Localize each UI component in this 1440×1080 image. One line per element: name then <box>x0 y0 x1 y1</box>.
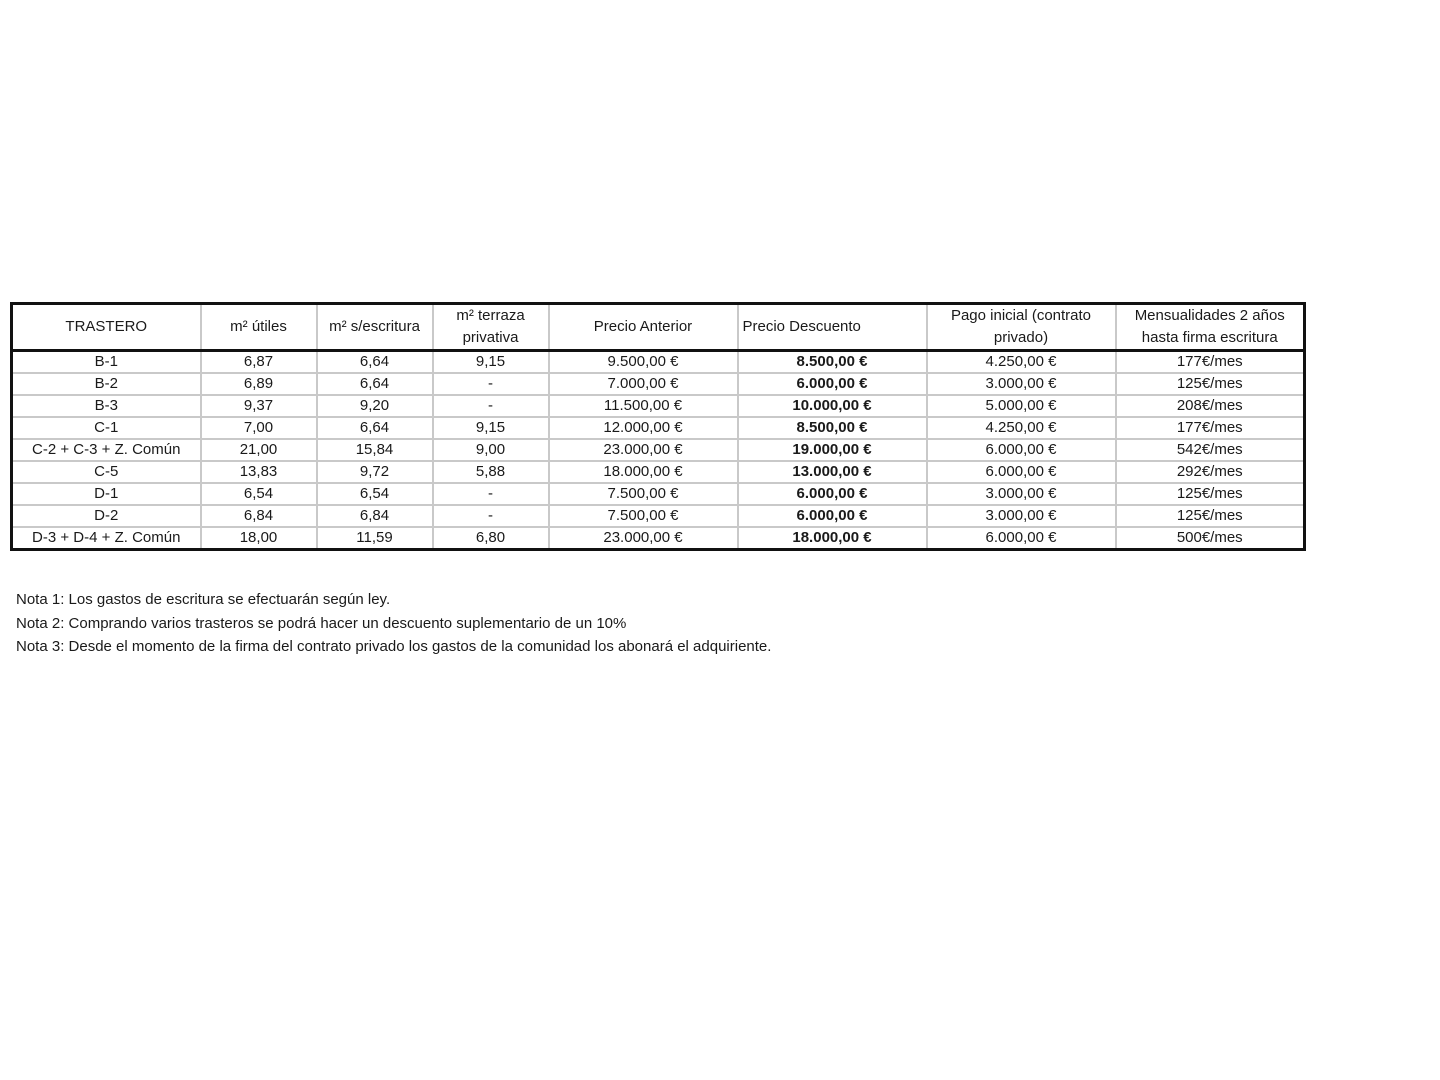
cell-pago-inicial: 6.000,00 € <box>927 461 1116 483</box>
cell-m2-terraza: - <box>433 505 549 527</box>
header-trastero: TRASTERO <box>12 304 201 351</box>
cell-mensualidades: 292€/mes <box>1116 461 1305 483</box>
cell-m2-escritura: 6,84 <box>317 505 433 527</box>
table-row <box>12 351 1305 374</box>
cell-precio-descuento: 8.500,00 € <box>738 351 927 374</box>
cell-trastero: D-2 <box>12 505 201 527</box>
header-precio-descuento: Precio Descuento <box>738 304 927 351</box>
cell-precio-descuento: 8.500,00 € <box>738 417 927 439</box>
table-body <box>12 351 1305 550</box>
cell-m2-terraza: 5,88 <box>433 461 549 483</box>
cell-precio-descuento: 10.000,00 € <box>738 395 927 417</box>
cell-m2-utiles: 6,87 <box>201 351 317 374</box>
cell-m2-utiles: 6,89 <box>201 373 317 395</box>
header-precio-anterior: Precio Anterior <box>549 304 738 351</box>
table-row <box>12 417 1305 439</box>
cell-precio-anterior: 7.500,00 € <box>549 505 738 527</box>
cell-precio-anterior: 7.500,00 € <box>549 483 738 505</box>
cell-trastero: C-1 <box>12 417 201 439</box>
cell-m2-terraza: 6,80 <box>433 527 549 550</box>
pricing-table-container <box>10 302 1306 551</box>
cell-mensualidades: 125€/mes <box>1116 483 1305 505</box>
cell-m2-escritura: 9,20 <box>317 395 433 417</box>
note-2: Nota 2: Comprando varios trasteros se podrá hacer un descuento suplementario de un 10% <box>16 614 627 632</box>
pricing-table <box>10 302 1306 551</box>
cell-m2-escritura: 6,64 <box>317 351 433 374</box>
cell-mensualidades: 125€/mes <box>1116 373 1305 395</box>
table-header <box>12 304 1305 351</box>
cell-pago-inicial: 5.000,00 € <box>927 395 1116 417</box>
cell-mensualidades: 177€/mes <box>1116 351 1305 374</box>
cell-trastero: C-2 + C-3 + Z. Común <box>12 439 201 461</box>
cell-trastero: D-1 <box>12 483 201 505</box>
cell-pago-inicial: 6.000,00 € <box>927 527 1116 550</box>
cell-m2-utiles: 6,84 <box>201 505 317 527</box>
table-row <box>12 395 1305 417</box>
cell-precio-anterior: 7.000,00 € <box>549 373 738 395</box>
cell-pago-inicial: 3.000,00 € <box>927 505 1116 527</box>
cell-precio-descuento: 19.000,00 € <box>738 439 927 461</box>
cell-precio-descuento: 6.000,00 € <box>738 505 927 527</box>
cell-m2-utiles: 7,00 <box>201 417 317 439</box>
cell-mensualidades: 500€/mes <box>1116 527 1305 550</box>
cell-m2-terraza: - <box>433 373 549 395</box>
cell-precio-descuento: 13.000,00 € <box>738 461 927 483</box>
header-pago-inicial: Pago inicial (contrato privado) <box>927 304 1116 351</box>
cell-pago-inicial: 6.000,00 € <box>927 439 1116 461</box>
cell-trastero: B-2 <box>12 373 201 395</box>
header-mensualidades: Mensualidades 2 años hasta firma escritura <box>1116 304 1305 351</box>
cell-m2-utiles: 6,54 <box>201 483 317 505</box>
cell-precio-anterior: 18.000,00 € <box>549 461 738 483</box>
cell-m2-escritura: 6,54 <box>317 483 433 505</box>
cell-m2-utiles: 13,83 <box>201 461 317 483</box>
cell-trastero: D-3 + D-4 + Z. Común <box>12 527 201 550</box>
table-row <box>12 373 1305 395</box>
cell-m2-escritura: 9,72 <box>317 461 433 483</box>
table-row <box>12 483 1305 505</box>
cell-trastero: B-1 <box>12 351 201 374</box>
cell-m2-terraza: 9,15 <box>433 417 549 439</box>
cell-precio-anterior: 23.000,00 € <box>549 527 738 550</box>
note-1: Nota 1: Los gastos de escritura se efectuarán según ley. <box>16 591 391 608</box>
cell-m2-utiles: 9,37 <box>201 395 317 417</box>
cell-pago-inicial: 3.000,00 € <box>927 483 1116 505</box>
header-m2-utiles: m² útiles <box>201 304 317 351</box>
cell-trastero: C-5 <box>12 461 201 483</box>
header-row <box>12 304 1305 351</box>
cell-m2-terraza: 9,00 <box>433 439 549 461</box>
cell-precio-descuento: 6.000,00 € <box>738 373 927 395</box>
table-row <box>12 505 1305 527</box>
cell-m2-escritura: 6,64 <box>317 373 433 395</box>
cell-pago-inicial: 4.250,00 € <box>927 417 1116 439</box>
cell-pago-inicial: 4.250,00 € <box>927 351 1116 374</box>
cell-m2-utiles: 18,00 <box>201 527 317 550</box>
cell-precio-descuento: 6.000,00 € <box>738 483 927 505</box>
cell-mensualidades: 125€/mes <box>1116 505 1305 527</box>
table-row <box>12 439 1305 461</box>
cell-precio-anterior: 11.500,00 € <box>549 395 738 417</box>
table-row <box>12 527 1305 550</box>
header-m2-terraza: m² terraza privativa <box>433 304 549 351</box>
cell-pago-inicial: 3.000,00 € <box>927 373 1116 395</box>
cell-m2-terraza: - <box>433 483 549 505</box>
cell-m2-escritura: 11,59 <box>317 527 433 550</box>
header-m2-escritura: m² s/escritura <box>317 304 433 351</box>
cell-m2-utiles: 21,00 <box>201 439 317 461</box>
cell-trastero: B-3 <box>12 395 201 417</box>
cell-m2-escritura: 15,84 <box>317 439 433 461</box>
cell-precio-anterior: 12.000,00 € <box>549 417 738 439</box>
note-3: Nota 3: Desde el momento de la firma del contrato privado los gastos de la comunidad los abonará el adquiriente. <box>16 638 772 655</box>
cell-precio-anterior: 23.000,00 € <box>549 439 738 461</box>
cell-precio-anterior: 9.500,00 € <box>549 351 738 374</box>
cell-m2-terraza: 9,15 <box>433 351 549 374</box>
cell-mensualidades: 542€/mes <box>1116 439 1305 461</box>
cell-precio-descuento: 18.000,00 € <box>738 527 927 550</box>
notes <box>16 588 771 659</box>
cell-m2-escritura: 6,64 <box>317 417 433 439</box>
cell-mensualidades: 208€/mes <box>1116 395 1305 417</box>
table-row <box>12 461 1305 483</box>
cell-mensualidades: 177€/mes <box>1116 417 1305 439</box>
cell-m2-terraza: - <box>433 395 549 417</box>
